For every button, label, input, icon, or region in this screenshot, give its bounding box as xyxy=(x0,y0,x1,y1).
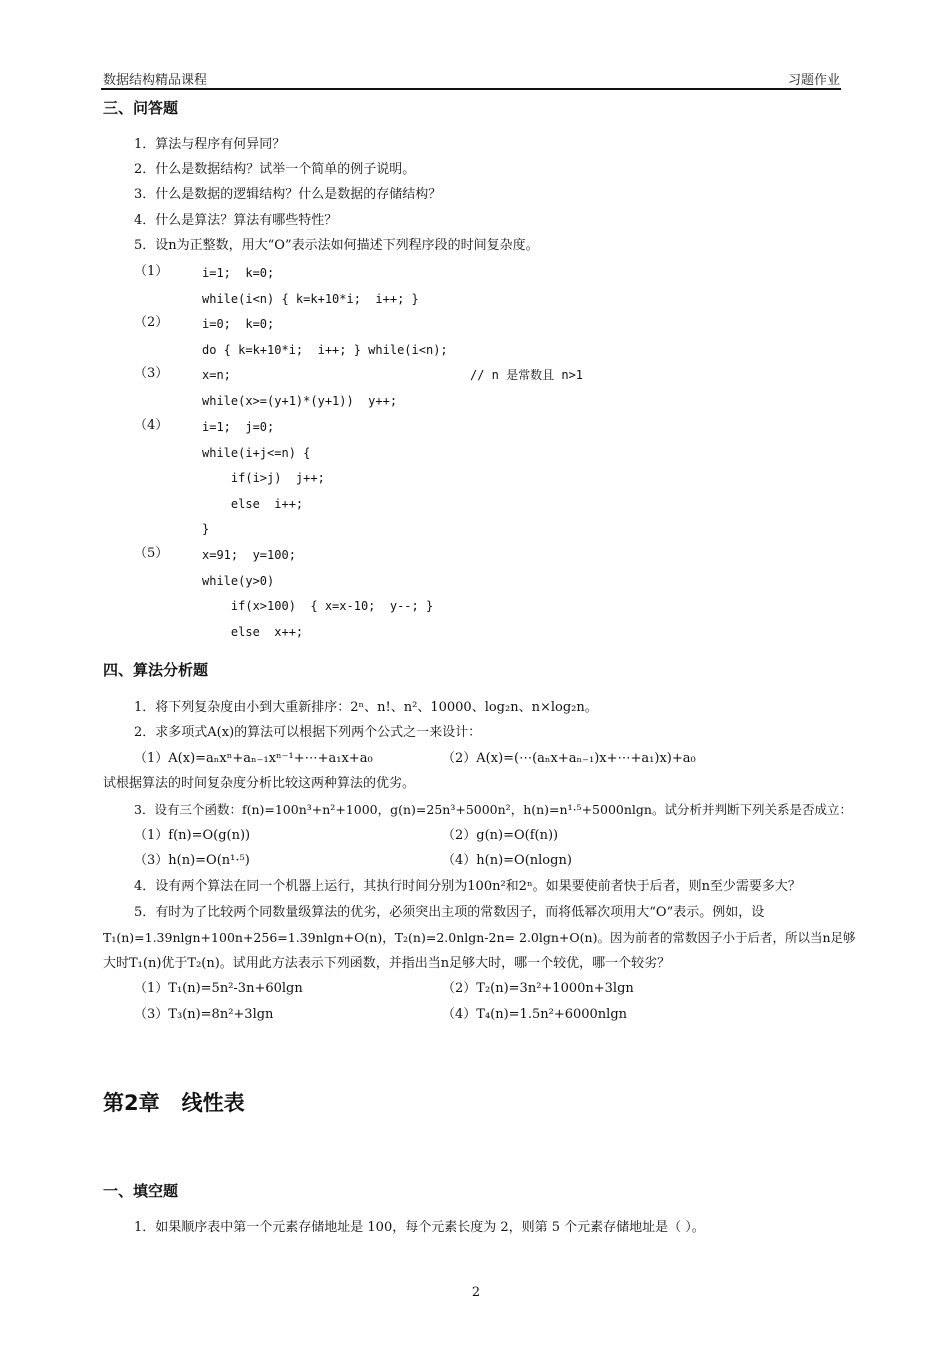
code-line: while(i<n) { k=k+10*i; i++; } xyxy=(202,292,419,306)
code-line: if(i>j) j++; xyxy=(202,471,325,485)
analysis-q3-option-2: （2）g(n)=O(f(n)) xyxy=(442,828,559,843)
analysis-q2-option-1: （1）A(x)=aₙxⁿ+aₙ₋₁xⁿ⁻¹+⋯+a₁x+a₀ xyxy=(134,751,373,766)
section-qa-title: 三、问答题 xyxy=(103,99,179,117)
page-number: 2 xyxy=(471,1285,481,1300)
analysis-q3-option-3: （3）h(n)=O(n¹·⁵) xyxy=(134,853,250,868)
code-label-4: （4） xyxy=(134,418,169,433)
qa-question-2: 2．什么是数据结构？试举一个简单的例子说明。 xyxy=(134,162,416,177)
code-comment: // n 是常数且 n>1 xyxy=(470,368,584,382)
analysis-q3-option-4: （4）h(n)=O(nlogn) xyxy=(442,853,572,868)
analysis-q3-option-1: （1）f(n)=O(g(n)) xyxy=(134,828,251,843)
qa-question-3: 3．什么是数据的逻辑结构？什么是数据的存储结构？ xyxy=(134,187,442,202)
code-line: while(x>=(y+1)*(y+1)) y++; xyxy=(202,394,398,408)
analysis-question-5-line-1: 5．有时为了比较两个同数量级算法的优劣，必须突出主项的常数因子，而将低幂次项用大“O”表示。例如，设 xyxy=(134,905,765,920)
qa-question-1: 1．算法与程序有何异同？ xyxy=(134,137,286,152)
code-line: } xyxy=(202,522,210,536)
chapter-title: 线性表 xyxy=(181,1091,245,1115)
code-line: i=1; k=0; xyxy=(202,266,275,280)
analysis-question-2: 2．求多项式A(x)的算法可以根据下列两个公式之一来设计： xyxy=(134,725,482,740)
analysis-q5-option-4: （4）T₄(n)=1.5n²+6000nlgn xyxy=(442,1007,628,1022)
code-line: i=1; j=0; xyxy=(202,420,275,434)
code-line: while(i+j<=n) { xyxy=(202,446,311,460)
chapter-heading xyxy=(103,1087,267,1117)
code-line: do { k=k+10*i; i++; } while(i<n); xyxy=(202,343,448,357)
code-line: while(y>0) xyxy=(202,574,275,588)
code-line: if(x>100) { x=x-10; y--; } xyxy=(202,599,434,613)
analysis-question-5-line-2: T₁(n)=1.39nlgn+100n+256=1.39nlgn+O(n)，T₂(n)=2.0nlgn-2n= 2.0lgn+O(n)。因为前者的常数因子小于后者，所以当n足够 xyxy=(103,930,856,945)
code-label-5: （5） xyxy=(134,546,169,561)
header-section-title: 习题作业 xyxy=(787,73,840,88)
header-course-title: 数据结构精品课程 xyxy=(103,73,208,88)
analysis-q5-option-1: （1）T₁(n)=5n²-3n+60lgn xyxy=(134,981,303,996)
code-line: x=91; y=100; xyxy=(202,548,296,562)
code-line: i=0; k=0; xyxy=(202,317,275,331)
analysis-question-4: 4．设有两个算法在同一个机器上运行，其执行时间分别为100n²和2ⁿ。如果要使前者快于后者，则n至少需要多大？ xyxy=(134,879,801,894)
analysis-q5-option-3: （3）T₃(n)=8n²+3lgn xyxy=(134,1007,274,1022)
qa-question-4: 4．什么是算法？算法有哪些特性？ xyxy=(134,213,338,228)
analysis-question-1: 1．将下列复杂度由小到大重新排序：2ⁿ、n!、n²、10000、log₂n、n×log₂n。 xyxy=(134,700,598,715)
code-line: else x++; xyxy=(202,625,304,639)
analysis-q2-option-2: （2）A(x)=(⋯(aₙx+aₙ₋₁)x+⋯+a₁)x)+a₀ xyxy=(442,751,696,766)
analysis-question-5-line-3: 大时T₁(n)优于T₂(n)。试用此方法表示下列函数，并指出当n足够大时，哪一个较优，哪一个较劣？ xyxy=(103,956,671,971)
code-line: else i++; xyxy=(202,497,304,511)
chapter-number: 第2章 xyxy=(103,1091,160,1115)
fill-blank-question-1: 1．如果顺序表中第一个元素存储地址是 100，每个元素长度为 2，则第 5 个元素存储地址是（ ）。 xyxy=(134,1220,705,1235)
analysis-q2-tail: 试根据算法的时间复杂度分析比较这两种算法的优劣。 xyxy=(103,776,416,791)
analysis-question-3: 3．设有三个函数：f(n)=100n³+n²+1000，g(n)=25n³+5000n²，h(n)=n¹·⁵+5000nlgn。试分析并判断下列关系是否成立： xyxy=(134,802,852,817)
section-fill-blank-title: 一、填空题 xyxy=(103,1182,179,1200)
analysis-q5-option-2: （2）T₂(n)=3n²+1000n+3lgn xyxy=(442,981,634,996)
section-analysis-title: 四、算法分析题 xyxy=(103,661,209,679)
code-label-1: （1） xyxy=(134,264,169,279)
code-line: x=n; xyxy=(202,368,231,382)
qa-question-5: 5．设n为正整数，用大“O”表示法如何描述下列程序段的时间复杂度。 xyxy=(134,238,539,253)
header-rule xyxy=(101,88,841,90)
code-label-3: （3） xyxy=(134,366,169,381)
code-label-2: （2） xyxy=(134,315,169,330)
